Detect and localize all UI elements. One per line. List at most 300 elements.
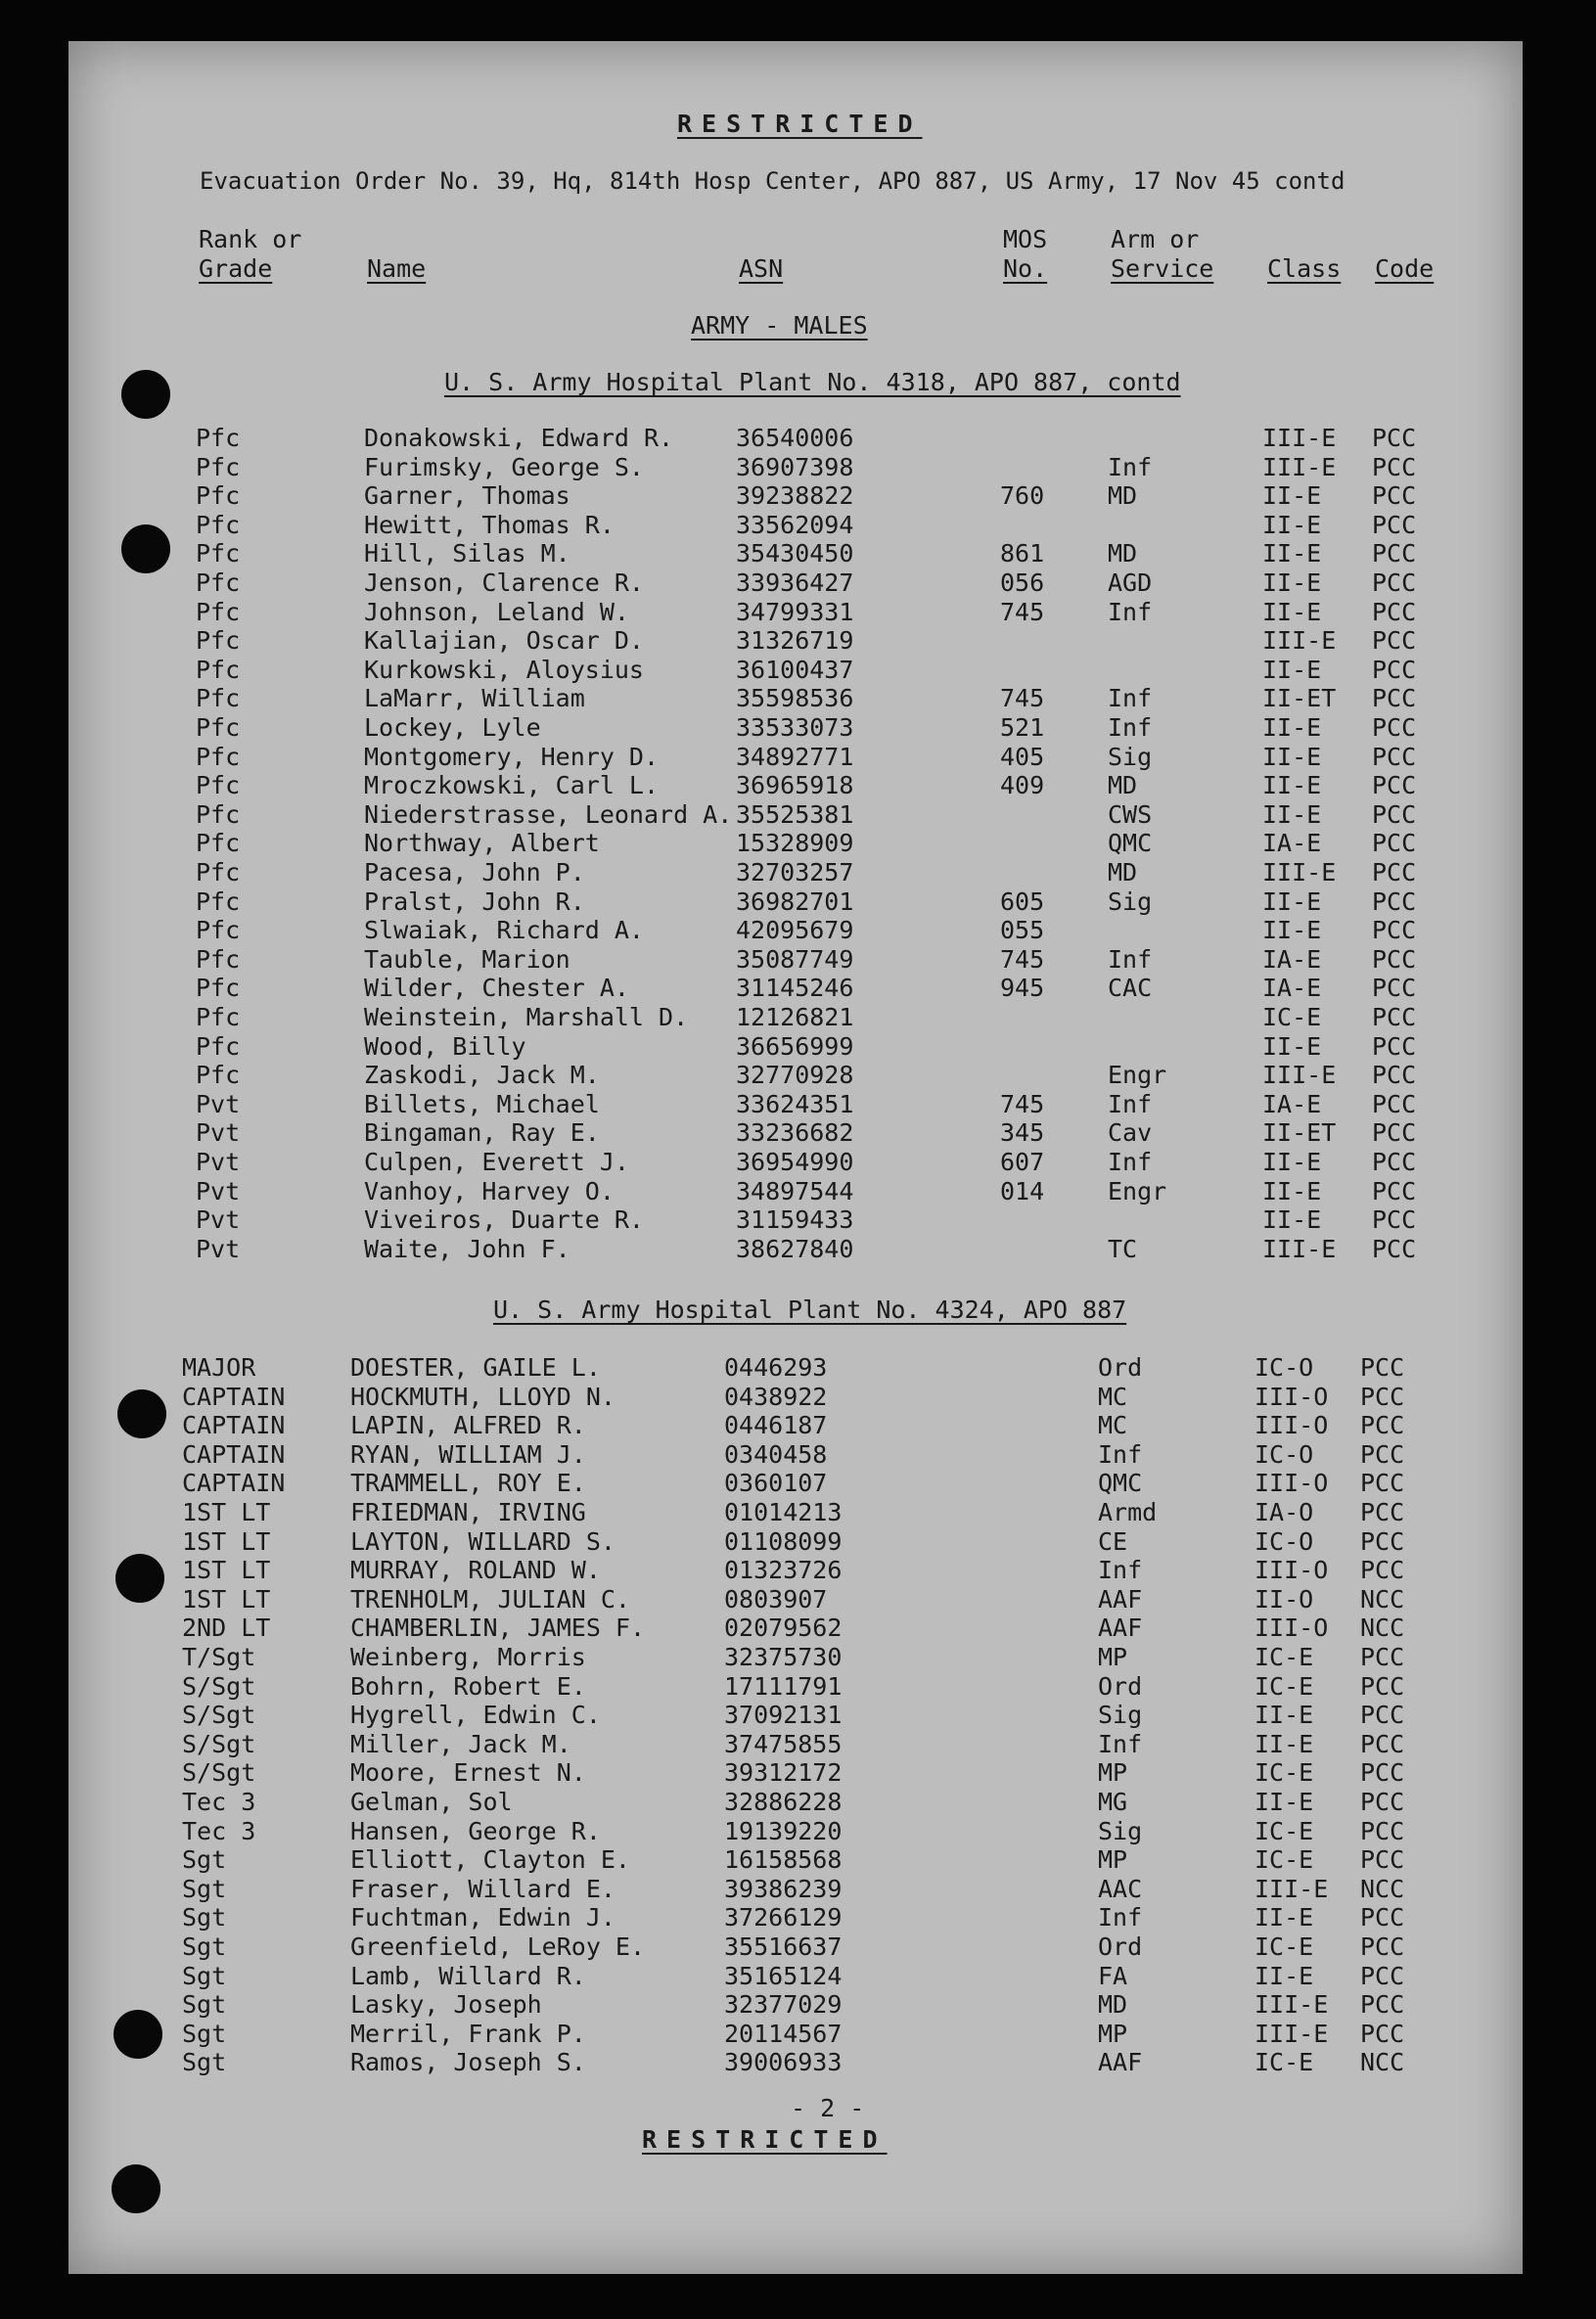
cell-rank: Pfc (196, 597, 241, 626)
cell-code: PCC (1372, 713, 1417, 742)
cell-name: Culpen, Everett J. (364, 1148, 629, 1176)
table-row (0, 800, 1596, 830)
table-row (0, 1643, 1596, 1672)
cell-asn: 37475855 (724, 1729, 843, 1758)
cell-code: PCC (1360, 1382, 1405, 1411)
cell-arm: MC (1098, 1382, 1128, 1411)
cell-asn: 36656999 (736, 1031, 854, 1061)
cell-arm: CWS (1108, 799, 1153, 829)
cell-name: Tauble, Marion (364, 944, 570, 974)
cell-mos: 056 (1000, 568, 1045, 597)
cell-cls: II-E (1262, 799, 1322, 829)
cell-arm: Inf (1098, 1729, 1143, 1758)
cell-code: PCC (1360, 1498, 1405, 1526)
cell-code: PCC (1360, 2019, 1405, 2048)
table-row (0, 887, 1596, 917)
header-rank-2: Grade (199, 254, 273, 283)
cell-arm: MG (1098, 1788, 1128, 1816)
cell-arm: AAF (1098, 1584, 1143, 1614)
cell-name: Gelman, Sol (350, 1788, 513, 1816)
cell-name: Montgomery, Henry D. (364, 742, 660, 771)
table-row (0, 1990, 1596, 2020)
table-row (0, 568, 1596, 598)
cell-asn: 36954990 (736, 1148, 854, 1176)
cell-name: LAPIN, ALFRED R. (350, 1411, 586, 1440)
cell-mos: 521 (1000, 713, 1045, 742)
table-row (0, 1469, 1596, 1498)
table-row (0, 858, 1596, 887)
cell-mos: 014 (1000, 1176, 1045, 1205)
cell-mos: 345 (1000, 1118, 1045, 1148)
cell-cls: II-E (1262, 887, 1322, 916)
cell-name: Waite, John F. (364, 1234, 570, 1263)
table-row (0, 1032, 1596, 1062)
cell-rank: Pfc (196, 858, 241, 887)
cell-mos: 760 (1000, 481, 1045, 511)
cell-asn: 34892771 (736, 742, 854, 771)
cell-code: PCC (1360, 1932, 1405, 1961)
restricted-footer: RESTRICTED (642, 2125, 888, 2154)
cell-mos: 861 (1000, 539, 1045, 568)
cell-arm: MD (1098, 1990, 1128, 2020)
cell-cls: III-E (1262, 1061, 1337, 1090)
cell-asn: 33936427 (736, 568, 854, 597)
cell-mos: 745 (1000, 944, 1045, 974)
cell-code: PCC (1360, 1643, 1405, 1671)
punch-hole (112, 2164, 160, 2213)
cell-arm: CE (1098, 1526, 1128, 1556)
cell-name: Northway, Albert (364, 829, 600, 858)
cell-code: PCC (1360, 1526, 1405, 1556)
cell-rank: Pfc (196, 771, 241, 800)
cell-code: PCC (1372, 771, 1417, 800)
cell-cls: IC-E (1262, 1003, 1322, 1031)
table-row (0, 1411, 1596, 1440)
cell-rank: Sgt (182, 1932, 227, 1961)
cell-arm: FA (1098, 1961, 1128, 1990)
table-row (0, 1205, 1596, 1235)
cell-code: NCC (1360, 1584, 1405, 1614)
cell-code: PCC (1372, 568, 1417, 597)
cell-cls: IA-E (1262, 1089, 1322, 1118)
cell-name: Garner, Thomas (364, 481, 570, 511)
cell-asn: 35516637 (724, 1932, 843, 1961)
cell-rank: 1ST LT (182, 1526, 271, 1556)
cell-asn: 32770928 (736, 1061, 854, 1090)
cell-code: PCC (1372, 1003, 1417, 1031)
cell-arm: Inf (1108, 713, 1153, 742)
cell-name: Niederstrasse, Leonard A. (364, 799, 733, 829)
cell-cls: III-E (1254, 1990, 1329, 2020)
table-row (0, 1701, 1596, 1730)
table-row (0, 424, 1596, 453)
cell-rank: Pfc (196, 481, 241, 511)
cell-rank: Pfc (196, 1061, 241, 1090)
cell-code: PCC (1360, 1758, 1405, 1788)
cell-code: PCC (1360, 1469, 1405, 1498)
table-row (0, 974, 1596, 1003)
cell-name: Hill, Silas M. (364, 539, 570, 568)
table-row (0, 1440, 1596, 1470)
cell-arm: Sig (1108, 887, 1153, 916)
cell-rank: Pvt (196, 1118, 241, 1148)
cell-arm: AAF (1098, 1614, 1143, 1643)
cell-rank: S/Sgt (182, 1758, 256, 1788)
cell-cls: II-E (1262, 1148, 1322, 1176)
cell-name: Viveiros, Duarte R. (364, 1205, 644, 1235)
cell-cls: II-E (1262, 1205, 1322, 1235)
cell-cls: II-E (1262, 771, 1322, 800)
cell-cls: IC-E (1254, 1932, 1314, 1961)
cell-code: PCC (1372, 424, 1417, 452)
cell-asn: 36982701 (736, 887, 854, 916)
cell-asn: 0360107 (724, 1469, 828, 1498)
cell-cls: II-E (1262, 742, 1322, 771)
cell-mos: 605 (1000, 887, 1045, 916)
cell-cls: II-O (1254, 1584, 1314, 1614)
table-row (0, 598, 1596, 627)
cell-name: Pralst, John R. (364, 887, 585, 916)
cell-code: PCC (1372, 1118, 1417, 1148)
cell-cls: III-E (1262, 424, 1337, 452)
cell-rank: CAPTAIN (182, 1439, 286, 1469)
cell-cls: II-E (1254, 1701, 1314, 1730)
restricted-header: RESTRICTED (677, 110, 923, 138)
cell-code: PCC (1372, 742, 1417, 771)
cell-name: FRIEDMAN, IRVING (350, 1498, 586, 1526)
cell-code: PCC (1372, 510, 1417, 539)
cell-arm: Inf (1098, 1439, 1143, 1469)
cell-cls: III-O (1254, 1556, 1329, 1585)
cell-cls: II-E (1262, 568, 1322, 597)
cell-cls: II-E (1254, 1903, 1314, 1932)
cell-rank: 1ST LT (182, 1556, 271, 1585)
cell-asn: 17111791 (724, 1671, 843, 1701)
cell-arm: MP (1098, 1758, 1128, 1788)
cell-name: Zaskodi, Jack M. (364, 1061, 600, 1090)
cell-asn: 02079562 (724, 1614, 843, 1643)
header-rank-1: Rank or (199, 225, 302, 253)
punch-hole (121, 370, 170, 419)
cell-asn: 39238822 (736, 481, 854, 511)
cell-asn: 31159433 (736, 1205, 854, 1235)
cell-code: PCC (1372, 916, 1417, 945)
cell-rank: Pvt (196, 1148, 241, 1176)
cell-rank: 1ST LT (182, 1584, 271, 1614)
cell-name: Moore, Ernest N. (350, 1758, 586, 1788)
cell-mos: 409 (1000, 771, 1045, 800)
cell-asn: 12126821 (736, 1003, 854, 1031)
cell-cls: III-O (1254, 1469, 1329, 1498)
cell-code: PCC (1360, 1556, 1405, 1585)
cell-rank: S/Sgt (182, 1701, 256, 1730)
cell-rank: CAPTAIN (182, 1382, 286, 1411)
cell-name: Fuchtman, Edwin J. (350, 1903, 616, 1932)
cell-rank: Pfc (196, 829, 241, 858)
cell-code: PCC (1360, 1845, 1405, 1875)
cell-cls: III-E (1254, 1874, 1329, 1903)
cell-mos: 745 (1000, 1089, 1045, 1118)
cell-mos: 055 (1000, 916, 1045, 945)
cell-rank: T/Sgt (182, 1643, 256, 1671)
cell-asn: 20114567 (724, 2019, 843, 2048)
plant-4324-heading: U. S. Army Hospital Plant No. 4324, APO 887 (493, 1296, 1127, 1324)
table-row (0, 1556, 1596, 1585)
cell-code: PCC (1372, 944, 1417, 974)
cell-cls: III-O (1254, 1411, 1329, 1440)
cell-code: PCC (1360, 1729, 1405, 1758)
cell-asn: 35598536 (736, 684, 854, 713)
cell-rank: Pfc (196, 887, 241, 916)
cell-arm: Sig (1098, 1816, 1143, 1845)
cell-cls: II-E (1262, 1031, 1322, 1061)
cell-name: Slwaiak, Richard A. (364, 916, 644, 945)
table-row (0, 1498, 1596, 1527)
cell-rank: Pfc (196, 742, 241, 771)
cell-rank: Pvt (196, 1176, 241, 1205)
cell-cls: II-E (1254, 1961, 1314, 1990)
cell-rank: Pfc (196, 944, 241, 974)
table-row (0, 945, 1596, 975)
cell-rank: Pvt (196, 1089, 241, 1118)
cell-arm: QMC (1108, 829, 1153, 858)
cell-rank: Pfc (196, 1003, 241, 1031)
cell-asn: 33533073 (736, 713, 854, 742)
plant-4318-heading: U. S. Army Hospital Plant No. 4318, APO 887, contd (444, 368, 1181, 396)
cell-name: Mroczkowski, Carl L. (364, 771, 660, 800)
table-row (0, 2020, 1596, 2049)
cell-name: MURRAY, ROLAND W. (350, 1556, 601, 1585)
table-row (0, 1614, 1596, 1643)
cell-arm: MC (1098, 1411, 1128, 1440)
cell-cls: IC-O (1254, 1439, 1314, 1469)
cell-name: Furimsky, George S. (364, 452, 644, 481)
cell-asn: 36540006 (736, 424, 854, 452)
table-row (0, 539, 1596, 568)
cell-arm: TC (1108, 1234, 1138, 1263)
cell-cls: IC-O (1254, 1526, 1314, 1556)
cell-arm: Inf (1108, 684, 1153, 713)
cell-asn: 15328909 (736, 829, 854, 858)
cell-cls: II-E (1262, 597, 1322, 626)
cell-name: TRAMMELL, ROY E. (350, 1469, 586, 1498)
cell-cls: IC-E (1254, 1816, 1314, 1845)
cell-cls: IA-O (1254, 1498, 1314, 1526)
cell-rank: 2ND LT (182, 1614, 271, 1643)
cell-name: Pacesa, John P. (364, 858, 585, 887)
cell-name: LaMarr, William (364, 684, 585, 713)
cell-code: PCC (1372, 829, 1417, 858)
cell-arm: Ord (1098, 1932, 1143, 1961)
cell-cls: II-E (1262, 1176, 1322, 1205)
cell-code: PCC (1372, 539, 1417, 568)
cell-name: Greenfield, LeRoy E. (350, 1932, 646, 1961)
cell-cls: II-E (1262, 539, 1322, 568)
cell-arm: Armd (1098, 1498, 1158, 1526)
cell-asn: 35165124 (724, 1961, 843, 1990)
cell-code: PCC (1372, 626, 1417, 656)
cell-name: Merril, Frank P. (350, 2019, 586, 2048)
section-army-males: ARMY - MALES (691, 311, 868, 340)
cell-code: PCC (1360, 1671, 1405, 1701)
cell-cls: IC-E (1254, 1845, 1314, 1875)
header-name: Name (367, 254, 427, 283)
cell-code: PCC (1372, 655, 1417, 684)
cell-arm: Ord (1098, 1353, 1143, 1382)
cell-cls: II-E (1254, 1788, 1314, 1816)
cell-asn: 34897544 (736, 1176, 854, 1205)
cell-asn: 0446187 (724, 1411, 828, 1440)
cell-code: PCC (1372, 1061, 1417, 1090)
cell-rank: Pfc (196, 424, 241, 452)
cell-name: Lamb, Willard R. (350, 1961, 586, 1990)
cell-arm: Inf (1098, 1556, 1143, 1585)
cell-code: NCC (1360, 1874, 1405, 1903)
cell-rank: Pfc (196, 452, 241, 481)
cell-name: CHAMBERLIN, JAMES F. (350, 1614, 646, 1643)
cell-cls: II-ET (1262, 684, 1337, 713)
cell-asn: 33562094 (736, 510, 854, 539)
table-row (0, 1788, 1596, 1817)
cell-arm: Ord (1098, 1671, 1143, 1701)
cell-cls: II-E (1262, 655, 1322, 684)
cell-name: Wood, Billy (364, 1031, 526, 1061)
cell-name: LAYTON, WILLARD S. (350, 1526, 616, 1556)
cell-arm: Inf (1108, 1089, 1153, 1118)
cell-name: Bohrn, Robert E. (350, 1671, 586, 1701)
cell-code: PCC (1360, 1903, 1405, 1932)
cell-mos: 745 (1000, 597, 1045, 626)
cell-cls: IC-E (1254, 2048, 1314, 2077)
cell-asn: 31145246 (736, 974, 854, 1003)
header-arm-2: Service (1111, 254, 1214, 283)
cell-rank: MAJOR (182, 1353, 256, 1382)
cell-arm: CAC (1108, 974, 1153, 1003)
cell-arm: AAF (1098, 2048, 1143, 2077)
table-row (0, 1003, 1596, 1032)
cell-arm: MD (1108, 858, 1138, 887)
cell-cls: III-O (1254, 1614, 1329, 1643)
header-asn: ASN (739, 254, 784, 283)
cell-name: Weinstein, Marshall D. (364, 1003, 689, 1031)
table-row (0, 1932, 1596, 1962)
cell-rank: CAPTAIN (182, 1469, 286, 1498)
cell-name: Elliott, Clayton E. (350, 1845, 630, 1875)
cell-code: PCC (1372, 684, 1417, 713)
cell-code: PCC (1372, 452, 1417, 481)
table-row (0, 453, 1596, 482)
cell-asn: 0340458 (724, 1439, 828, 1469)
cell-asn: 36965918 (736, 771, 854, 800)
cell-asn: 19139220 (724, 1816, 843, 1845)
cell-code: PCC (1372, 1148, 1417, 1176)
cell-arm: MD (1108, 539, 1138, 568)
cell-name: Fraser, Willard E. (350, 1874, 616, 1903)
cell-code: PCC (1360, 1439, 1405, 1469)
cell-name: Hewitt, Thomas R. (364, 510, 615, 539)
table-row (0, 656, 1596, 685)
header-mos-2: No. (1003, 254, 1048, 283)
cell-code: PCC (1372, 1031, 1417, 1061)
table-row (0, 511, 1596, 540)
cell-code: PCC (1360, 1961, 1405, 1990)
table-row (0, 1817, 1596, 1846)
cell-cls: IA-E (1262, 974, 1322, 1003)
cell-arm: MP (1098, 1845, 1128, 1875)
cell-arm: AGD (1108, 568, 1153, 597)
cell-name: Weinberg, Morris (350, 1643, 586, 1671)
cell-cls: II-E (1262, 916, 1322, 945)
cell-code: PCC (1360, 1353, 1405, 1382)
cell-arm: Engr (1108, 1061, 1167, 1090)
table-row (0, 1845, 1596, 1875)
cell-cls: II-E (1262, 481, 1322, 511)
cell-arm: MD (1108, 481, 1138, 511)
cell-code: PCC (1372, 1205, 1417, 1235)
cell-arm: Cav (1108, 1118, 1153, 1148)
cell-asn: 32375730 (724, 1643, 843, 1671)
table-row (0, 1148, 1596, 1177)
cell-asn: 42095679 (736, 916, 854, 945)
table-row (0, 2048, 1596, 2077)
cell-code: PCC (1360, 1990, 1405, 2020)
cell-asn: 35525381 (736, 799, 854, 829)
cell-cls: II-ET (1262, 1118, 1337, 1148)
cell-mos: 945 (1000, 974, 1045, 1003)
cell-asn: 39386239 (724, 1874, 843, 1903)
cell-rank: Pfc (196, 974, 241, 1003)
cell-rank: Sgt (182, 1961, 227, 1990)
table-row (0, 626, 1596, 656)
table-row (0, 1585, 1596, 1614)
table-row (0, 1875, 1596, 1904)
cell-name: Billets, Michael (364, 1089, 600, 1118)
cell-name: RYAN, WILLIAM J. (350, 1439, 586, 1469)
cell-arm: MP (1098, 2019, 1128, 2048)
cell-rank: Pfc (196, 1031, 241, 1061)
cell-arm: Sig (1098, 1701, 1143, 1730)
table-row (0, 1383, 1596, 1412)
cell-rank: 1ST LT (182, 1498, 271, 1526)
header-mos-1: MOS (1003, 225, 1048, 253)
cell-code: PCC (1360, 1411, 1405, 1440)
header-code: Code (1375, 254, 1435, 283)
cell-code: NCC (1360, 1614, 1405, 1643)
cell-arm: Sig (1108, 742, 1153, 771)
table-row (0, 1061, 1596, 1090)
cell-rank: Sgt (182, 1903, 227, 1932)
table-row (0, 1353, 1596, 1383)
table-row (0, 1730, 1596, 1759)
table-row (0, 916, 1596, 945)
cell-name: Vanhoy, Harvey O. (364, 1176, 615, 1205)
cell-name: Jenson, Clarence R. (364, 568, 644, 597)
cell-rank: Pfc (196, 799, 241, 829)
cell-name: Hansen, George R. (350, 1816, 601, 1845)
cell-name: Ramos, Joseph S. (350, 2048, 586, 2077)
cell-name: HOCKMUTH, LLOYD N. (350, 1382, 616, 1411)
cell-cls: IC-E (1254, 1643, 1314, 1671)
cell-rank: Sgt (182, 1990, 227, 2020)
table-row (0, 1527, 1596, 1557)
cell-arm: Inf (1108, 597, 1153, 626)
cell-asn: 31326719 (736, 626, 854, 656)
cell-code: PCC (1372, 974, 1417, 1003)
cell-code: PCC (1372, 1176, 1417, 1205)
cell-code: PCC (1372, 481, 1417, 511)
cell-asn: 01014213 (724, 1498, 843, 1526)
cell-cls: III-E (1262, 858, 1337, 887)
